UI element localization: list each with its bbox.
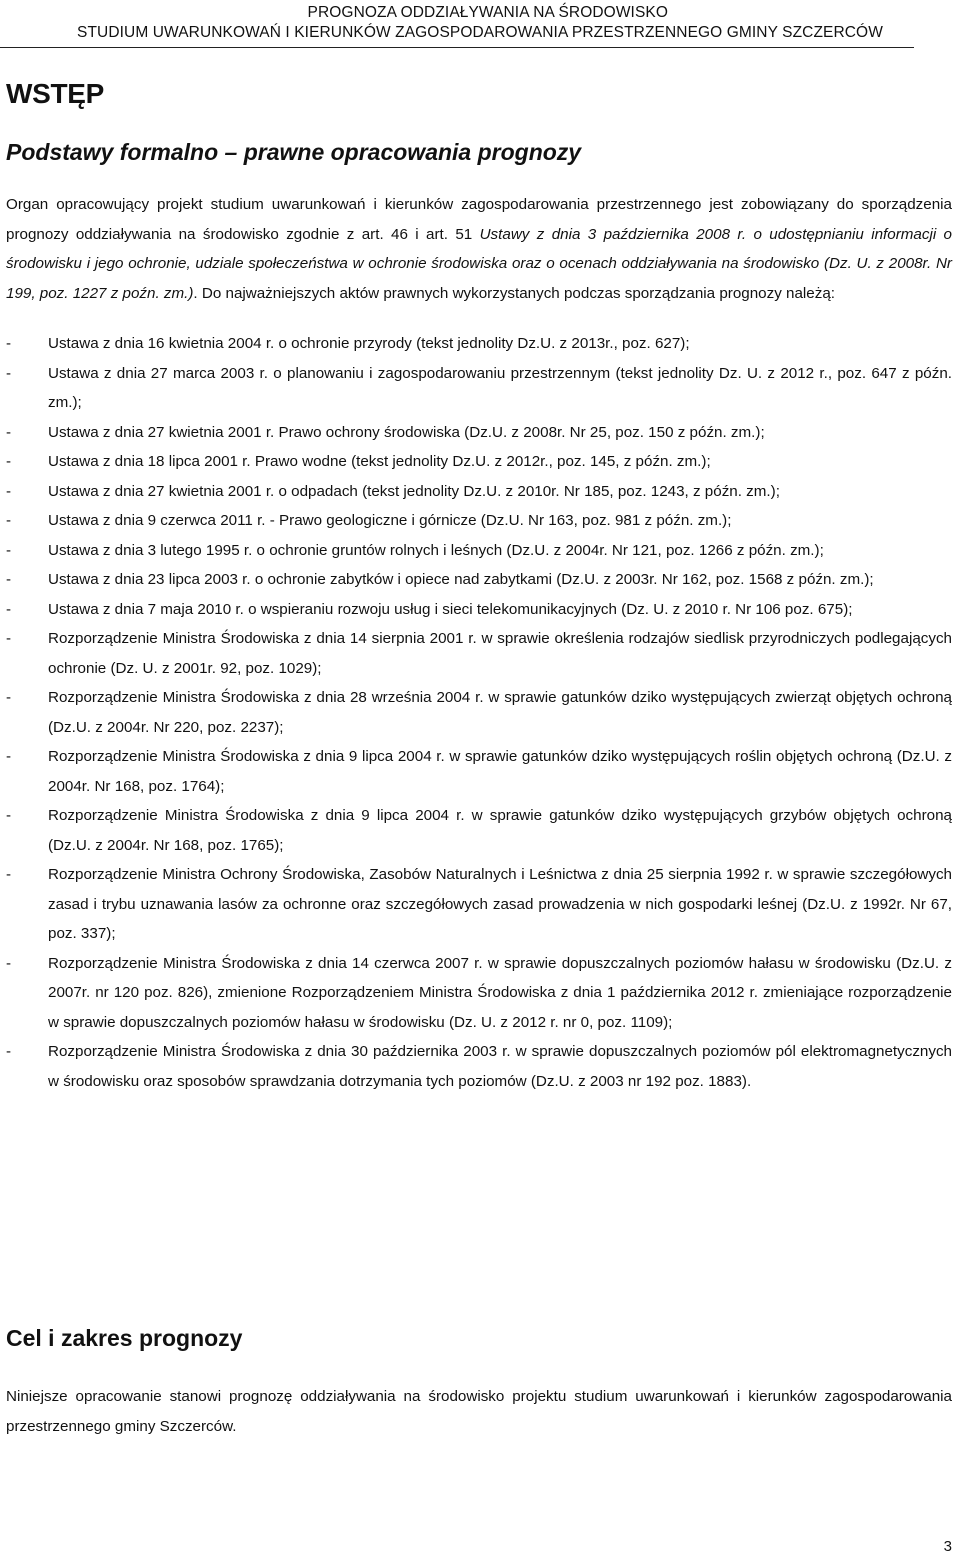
legal-act-text: Rozporządzenie Ministra Środowiska z dnia 14 sierpnia 2001 r. w sprawie określenia rodzajów siedlisk przyrodniczych podlegających ochronie (Dz. U. z 2001r. 92, poz. 1029);	[48, 630, 952, 677]
legal-act-text: Ustawa z dnia 7 maja 2010 r. o wspieraniu rozwoju usług i sieci telekomunikacyjnych (Dz. U. z 2010 r. Nr 106 poz. 675);	[48, 600, 853, 618]
legal-act-text: Ustawa z dnia 27 kwietnia 2001 r. Prawo ochrony środowiska (Dz.U. z 2008r. Nr 25, poz. 150 z późn. zm.);	[48, 423, 765, 441]
legal-act-item	[6, 506, 952, 536]
list-dash: -	[6, 954, 12, 972]
legal-act-text: Rozporządzenie Ministra Środowiska z dnia 9 lipca 2004 r. w sprawie gatunków dziko występujących grzybów objętych ochroną (Dz.U. z 2004r. Nr 168, poz. 1765);	[48, 807, 952, 854]
legal-act-item	[6, 860, 952, 949]
list-dash: -	[6, 866, 12, 883]
list-dash: -	[6, 689, 12, 706]
legal-act-item	[6, 949, 952, 1038]
intro-paragraph	[6, 190, 952, 308]
list-dash: -	[6, 600, 12, 618]
legal-act-item	[6, 418, 952, 448]
list-dash: -	[6, 571, 12, 588]
legal-act-text: Ustawa z dnia 27 kwietnia 2001 r. o odpadach (tekst jednolity Dz.U. z 2010r. Nr 185, poz. 1243, z późn. zm.);	[48, 482, 780, 500]
list-dash: -	[6, 541, 12, 559]
page-number: 3	[943, 1538, 952, 1555]
legal-act-text: Rozporządzenie Ministra Ochrony Środowiska, Zasobów Naturalnych i Leśnictwa z dnia 25 sierpnia 1992 r. w sprawie szczegółowych zasad i trybu uznawania lasów za ochronne oraz szczegółowych zasad prowadzenia w nich gospodarki leśnej (Dz.U. z 1992r. Nr 67, poz. 337);	[48, 866, 952, 942]
legal-act-text: Ustawa z dnia 27 marca 2003 r. o planowaniu i zagospodarowaniu przestrzennym (tekst jednolity Dz. U. z 2012 r., poz. 647 z późn. zm.);	[48, 364, 952, 411]
legal-act-item	[6, 477, 952, 507]
legal-act-text: Rozporządzenie Ministra Środowiska z dnia 14 czerwca 2007 r. w sprawie dopuszczalnych poziomów hałasu w środowisku (Dz.U. z 2007r. nr 120 poz. 826), zmienione Rozporządzeniem Ministra Środowiska z dnia 1 października 2012 r. zmieniające rozporządzenie w sprawie dopuszczalnych poziomów hałasu w środowisku (Dz. U. z 2012 r. nr 0, poz. 1109);	[48, 954, 952, 1031]
intro-text-2: . Do najważniejszych aktów prawnych wykorzystanych podczas sporządzania prognozy należą:	[193, 284, 835, 302]
section-heading-legal-basis: Podstawy formalno – prawne opracowania prognozy	[6, 139, 582, 165]
legal-act-text: Ustawa z dnia 23 lipca 2003 r. o ochronie zabytków i opiece nad zabytkami (Dz.U. z 2003r. Nr 162, poz. 1568 z późn. zm.);	[48, 571, 874, 588]
list-dash: -	[6, 364, 12, 382]
legal-act-item	[6, 447, 952, 477]
legal-act-item	[6, 329, 952, 359]
list-dash: -	[6, 423, 12, 441]
list-dash: -	[6, 335, 12, 352]
list-dash: -	[6, 807, 12, 824]
legal-act-text: Rozporządzenie Ministra Środowiska z dnia 9 lipca 2004 r. w sprawie gatunków dziko występujących roślin objętych ochroną (Dz.U. z 2004r. Nr 168, poz. 1764);	[48, 748, 952, 795]
list-dash: -	[6, 630, 12, 647]
list-dash: -	[6, 748, 12, 765]
legal-act-item	[6, 1037, 952, 1096]
list-dash: -	[6, 1043, 12, 1060]
legal-act-item	[6, 359, 952, 418]
legal-act-item	[6, 742, 952, 801]
list-dash: -	[6, 482, 12, 500]
legal-act-text: Rozporządzenie Ministra Środowiska z dnia 30 października 2003 r. w sprawie dopuszczalnych poziomów pól elektromagnetycznych w środowisku oraz sposobów sprawdzania dotrzymania tych poziomów (Dz.U. z 2003 nr 192 poz. 1883).	[48, 1043, 952, 1090]
legal-act-text: Rozporządzenie Ministra Środowiska z dnia 28 września 2004 r. w sprawie gatunków dziko występujących zwierząt objętych ochroną (Dz.U. z 2004r. Nr 220, poz. 2237);	[48, 689, 952, 736]
intro-text-1: Organ opracowujący projekt studium uwarunkowań i kierunków zagospodarowania przestrzennego jest zobowiązany do sporządzenia prognozy oddziaływania na środowisko zgodnie z art. 46 i art. 51	[6, 196, 952, 243]
legal-act-text: Ustawa z dnia 16 kwietnia 2004 r. o ochronie przyrody (tekst jednolity Dz.U. z 2013r., poz. 627);	[48, 335, 690, 352]
legal-act-item	[6, 565, 952, 595]
list-dash: -	[6, 512, 12, 529]
header-line-2: STUDIUM UWARUNKOWAŃ I KIERUNKÓW ZAGOSPODAROWANIA PRZESTRZENNEGO GMINY SZCZERCÓW	[77, 24, 883, 41]
header-rule	[0, 47, 914, 48]
goal-scope-paragraph: Niniejsze opracowanie stanowi prognozę oddziaływania na środowisko projektu studium uwarunkowań i kierunków zagospodarowania przestrzennego gminy Szczerców.	[6, 1388, 952, 1435]
legal-act-text: Ustawa z dnia 3 lutego 1995 r. o ochronie gruntów rolnych i leśnych (Dz.U. z 2004r. Nr 121, poz. 1266 z późn. zm.);	[48, 541, 824, 559]
intro-law-citation: Ustawy z dnia 3 października 2008 r. o udostępnianiu informacji o środowisku i jego ochronie, udziale społeczeństwa w ochronie środowiska oraz o ocenach oddziaływania na środowisko (Dz. U. z 2008r. Nr 199, poz. 1227 z poźn. zm.)	[6, 225, 953, 302]
legal-act-text: Ustawa z dnia 18 lipca 2001 r. Prawo wodne (tekst jednolity Dz.U. z 2012r., poz. 145, z późn. zm.);	[48, 453, 711, 470]
section-heading-goal-scope: Cel i zakres prognozy	[6, 1325, 243, 1351]
legal-act-item	[6, 624, 952, 683]
legal-act-item	[6, 595, 952, 625]
legal-act-text: Ustawa z dnia 9 czerwca 2011 r. - Prawo geologiczne i górnicze (Dz.U. Nr 163, poz. 981 z późn. zm.);	[48, 512, 732, 529]
legal-acts-list	[6, 329, 952, 1096]
legal-act-item	[6, 683, 952, 742]
header-line-1: PROGNOZA ODDZIAŁYWANIA NA ŚRODOWISKO	[307, 4, 668, 21]
page-title: WSTĘP	[6, 78, 105, 109]
legal-act-item	[6, 536, 952, 566]
list-dash: -	[6, 453, 12, 470]
page-header	[60, 3, 900, 43]
legal-act-item	[6, 801, 952, 860]
